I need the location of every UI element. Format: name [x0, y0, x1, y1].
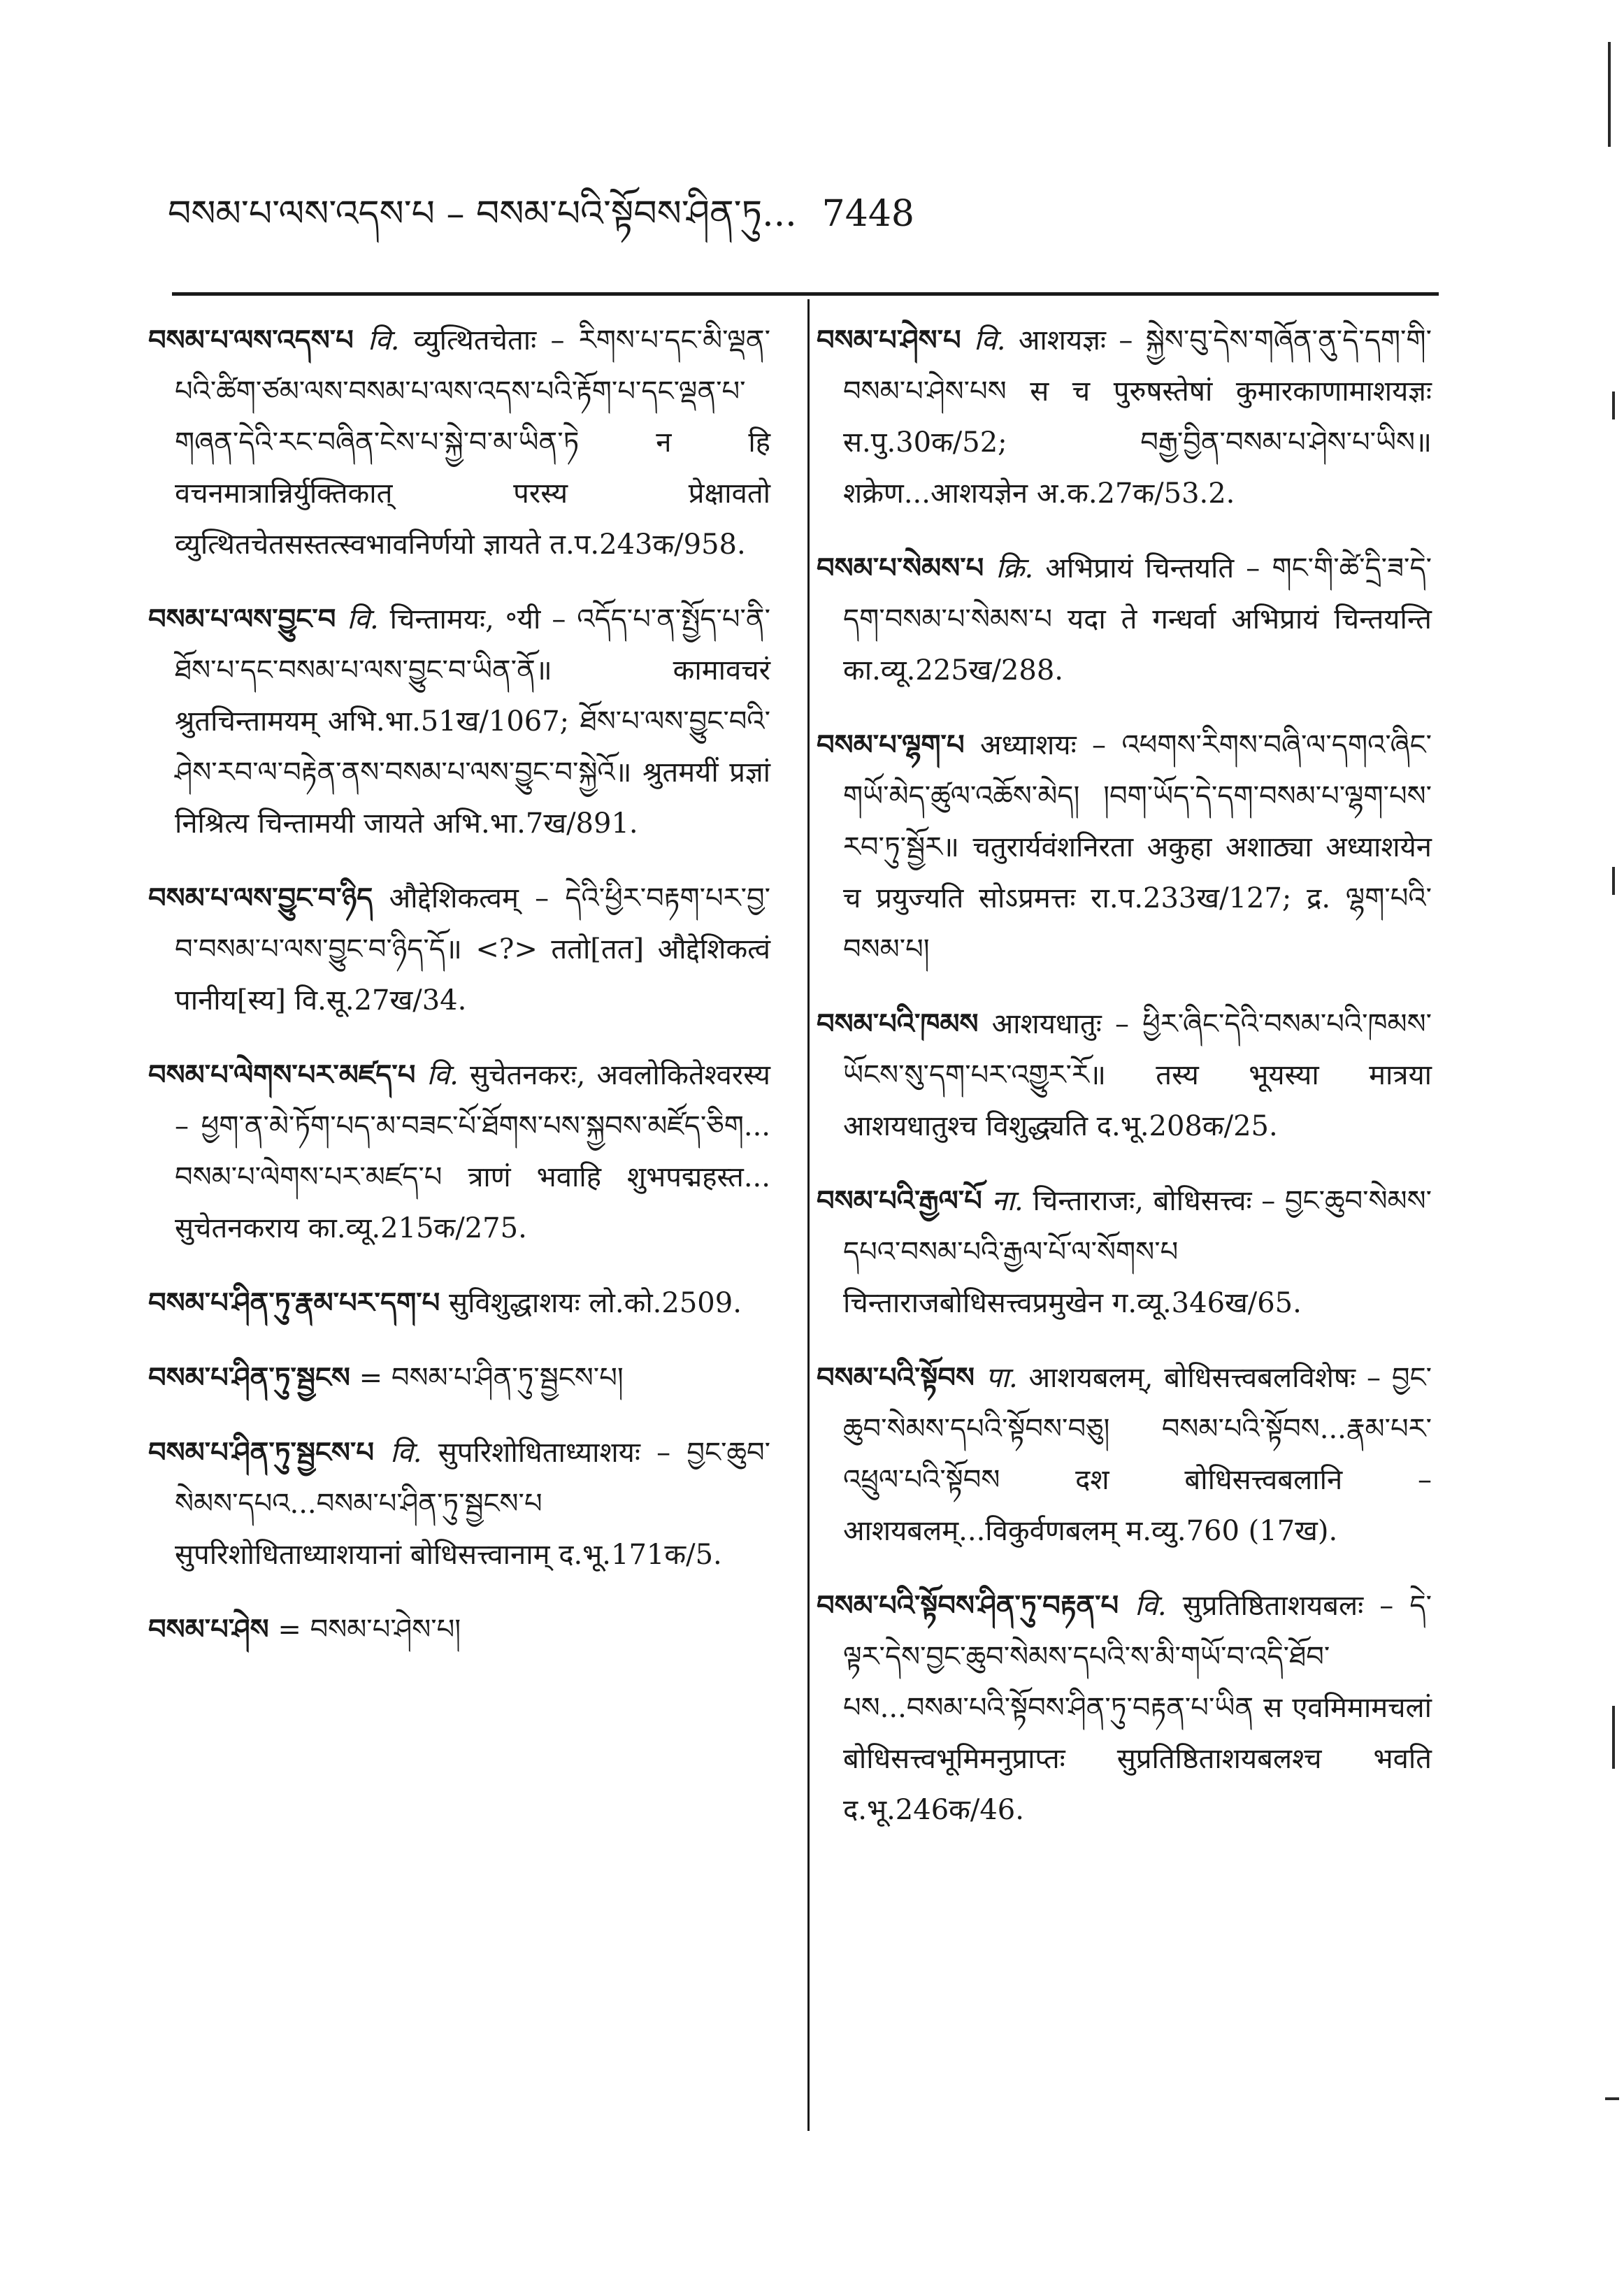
entry-headword: བསམ་པ་ཤིན་ཏུ་སྦྱངས: [148, 1361, 350, 1394]
header-rule: [172, 292, 1439, 296]
entry-grammar: वि.: [347, 603, 379, 635]
column-divider: [807, 299, 810, 2131]
dictionary-entry: [148, 1427, 770, 1581]
entry-headword: བསམ་པ་ལས་འདས་པ: [148, 324, 354, 357]
entry-headword: བསམ་པ་ཤེས་པ: [817, 324, 961, 357]
dictionary-entry: [817, 1175, 1432, 1329]
entry-body: औद्देशिकत्वम् – དེའི་ཕྱིར་བརྟག་པར་བྱ་བ་བསམ་པ་ལས་བྱུང་བ་ཉིད་དོ॥ <?> ततो[तत] औद्देशिकत्वं पानीय[स्य] वि.सू.27ख/34.: [175, 882, 771, 1017]
dictionary-entry: [148, 594, 770, 849]
entry-body: आशयधातुः – ཕྱིར་ཞིང་དེའི་བསམ་པའི་ཁམས་ཡོངས་སུ་དག་པར་འགྱུར་རོ॥ तस्य भूयस्या मात्रया आशयधातुश्च विशुद्ध्यति द.भू.208क/25.: [843, 1008, 1432, 1142]
dictionary-entry: [148, 315, 770, 570]
entry-grammar: वि.: [390, 1437, 422, 1469]
dictionary-entry: [148, 1049, 770, 1254]
page-number: 7448: [821, 193, 915, 235]
entry-headword: བསམ་པའི་སྟོབས་ཤིན་ཏུ་བརྟན་པ: [817, 1589, 1119, 1622]
dictionary-entry: [148, 1352, 770, 1404]
entry-body: सुचेतनकरः, अवलोकितेश्वरस्य – ཕྱག་ན་མེ་ཏོག་པད་མ་བཟང་པོ་ཐོགས་པས་སྐྱབས་མཛོད་ཅིག... བསམ་པ་ལེགས་པར་མཛད་པ त्राणं भवाहि शुभपद्महस्त... सुचेतनकराय का.व्यू.215क/275.: [175, 1059, 770, 1244]
dictionary-entry: [148, 1604, 770, 1656]
entry-headword: བསམ་པ་ལས་བྱུང་བ: [148, 603, 336, 635]
entry-body: = བསམ་པ་ཤིན་ཏུ་སྦྱངས་པ།: [359, 1362, 624, 1394]
scan-edge-mark: [1612, 867, 1615, 895]
page-header: [168, 173, 914, 275]
entry-body: = བསམ་པ་ཤེས་པ།: [278, 1614, 461, 1646]
entry-grammar: वि.: [368, 324, 400, 357]
entry-headword: བསམ་པ་ལེགས་པར་མཛད་པ: [148, 1058, 416, 1091]
entry-grammar: क्रि.: [996, 552, 1034, 584]
entry-body: आशयज्ञः – སྐྱེས་བུ་དེས་གཞོན་ནུ་དེ་དག་གི་བསམ་པ་ཤེས་པས स च पुरुषस्तेषां कुमारकाणामाशयज्ञः स.पु.30क/52; བརྒྱ་བྱིན་བསམ་པ་ཤེས་པ་ཡིས॥ शक्रेण...आशयज्ञेन अ.क.27क/53.2.: [843, 324, 1432, 510]
entry-headword: བསམ་པ་ཤིན་ཏུ་སྦྱངས་པ: [148, 1436, 374, 1469]
scan-edge-mark: [1612, 1706, 1615, 1769]
entry-body: सुप्रतिष्ठिताशयबलः – དེ་ལྟར་དེས་བྱང་ཆུབ་སེམས་དཔའི་ས་མི་གཡོ་བ་འདི་ཐོབ་པས...བསམ་པའི་སྟོབས་ཤིན་ཏུ་བརྟན་པ་ཡིན स एवमिमामचलां बोधिसत्त्वभूमिमनुप्राप्तः सुप्रतिष्ठिताशयबलश्च भवति द.भू.246क/46.: [843, 1590, 1432, 1826]
entry-body: व्युत्थितचेताः – རིགས་པ་དང་མི་ལྡན་པའི་ཚིག་ཙམ་ལས་བསམ་པ་ལས་འདས་པའི་རྟོག་པ་དང་ལྡན་པ་གཞན་དེའི་རང་བཞིན་ངེས་པ་སྐྱེ་བ་མ་ཡིན་ཏེ न हि वचनमात्रान्निर्युक्तिकात् परस्य प्रेक्षावतो व्युत्थितचेतसस्तत्स्वभावनिर्णयो ज्ञायते त.प.243क/958.: [175, 324, 770, 561]
entry-headword: བསམ་པའི་རྒྱལ་པོ: [817, 1184, 982, 1217]
entry-headword: བསམ་པའི་ཁམས: [817, 1007, 979, 1040]
dictionary-entry: [148, 872, 770, 1026]
scan-edge-mark: [1612, 392, 1615, 419]
entry-body: अध्याशयः – འཕགས་རིགས་བཞི་ལ་དགའ་ཞིང་གཡོ་མེད་ཚུལ་འཆོས་མེད། །བག་ཡོད་དེ་དག་བསམ་པ་ལྷག་པས་རབ་ཏུ་སྦྱོར॥ चतुरार्यवंशनिरता अकुहा अशाठ्या अध्याशयेन च प्रयुज्यति सोऽप्रमत्तः रा.प.233ख/127; द्र. ལྷག་པའི་བསམ་པ།: [843, 729, 1432, 965]
dictionary-entry: [817, 543, 1432, 696]
entry-headword: བསམ་པ་ལྷག་པ: [817, 728, 965, 761]
dictionary-entry: [817, 998, 1432, 1152]
entry-grammar: पा.: [985, 1362, 1018, 1394]
entry-body: सुपरिशोधिताध्याशयः – བྱང་ཆུབ་སེམས་དཔའ...བསམ་པ་ཤིན་ཏུ་སྦྱངས་པ सुपरिशोधिताध्याशयानां बोधिसत्त्वानाम् द.भू.171क/5.: [175, 1437, 770, 1571]
entry-body: अभिप्रायं चिन्तयति – གང་གི་ཚེ་དྲི་ཟ་དེ་དག་བསམ་པ་སེམས་པ यदा ते गन्धर्वा अभिप्रायं चिन्तयन्ति का.व्यू.225ख/288.: [843, 552, 1432, 687]
entry-body: सुविशुद्धाशयः लो.को.2509.: [449, 1287, 742, 1319]
entry-grammar: वि.: [974, 324, 1006, 357]
entry-body: चिन्ताराजः, बोधिसत्त्वः – བྱང་ཆུབ་སེམས་དཔའ་བསམ་པའི་རྒྱལ་པོ་ལ་སོགས་པ चिन्ताराजबोधिसत्त्वप्रमुखेन ग.व्यू.346ख/65.: [843, 1185, 1432, 1319]
entry-body: आशयबलम्, बोधिसत्त्वबलविशेषः – བྱང་ཆུབ་སེམས་དཔའི་སྟོབས་བཅུ། བསམ་པའི་སྟོབས...རྣམ་པར་འཕྲུལ་པའི་སྟོབས दश बोधिसत्त्वबलानि – आशयबलम्...विकुर्वणबलम् म.व्यु.760 (17ख).: [843, 1362, 1432, 1547]
scan-edge-mark: [1605, 2097, 1619, 2100]
left-column: [148, 315, 770, 1679]
running-head: བསམ་པ་ལས་འདས་པ – བསམ་པའི་སྟོབས་ཤིན་ཏུ...: [168, 193, 797, 235]
entry-headword: བསམ་པའི་སྟོབས: [817, 1361, 975, 1394]
right-column: [817, 315, 1432, 1859]
entry-grammar: ना.: [991, 1185, 1023, 1217]
entry-headword: བསམ་པ་ཤེས: [148, 1613, 269, 1646]
scan-edge-mark: [1608, 42, 1611, 147]
dictionary-entry: [148, 1277, 770, 1329]
entry-grammar: वि.: [1135, 1590, 1167, 1622]
dictionary-entry: [817, 315, 1432, 519]
dictionary-entry: [817, 1580, 1432, 1836]
dictionary-entry: [817, 1352, 1432, 1557]
entry-headword: བསམ་པ་སེམས་པ: [817, 552, 984, 584]
entry-headword: བསམ་པ་ལས་བྱུང་བ་ཉིད: [148, 882, 373, 914]
dictionary-entry: [817, 719, 1432, 975]
entry-grammar: वि.: [426, 1059, 459, 1091]
entry-headword: བསམ་པ་ཤིན་ཏུ་རྣམ་པར་དག་པ: [148, 1286, 440, 1319]
entry-body: चिन्तामयः, ॰यी – འདོད་པ་ན་སྤྱོད་པ་ནི་ཐོས་པ་དང་བསམ་པ་ལས་བྱུང་བ་ཡིན་ནོ॥ कामावचरं श्रुतचिन्तामयम् अभि.भा.51ख/1067; ཐོས་པ་ལས་བྱུང་བའི་ཤེས་རབ་ལ་བརྟེན་ནས་བསམ་པ་ལས་བྱུང་བ་སྐྱེའོ॥ श्रुतमयीं प्रज्ञां निश्रित्य चिन्तामयी जायते अभि.भा.7ख/891.: [175, 603, 771, 840]
